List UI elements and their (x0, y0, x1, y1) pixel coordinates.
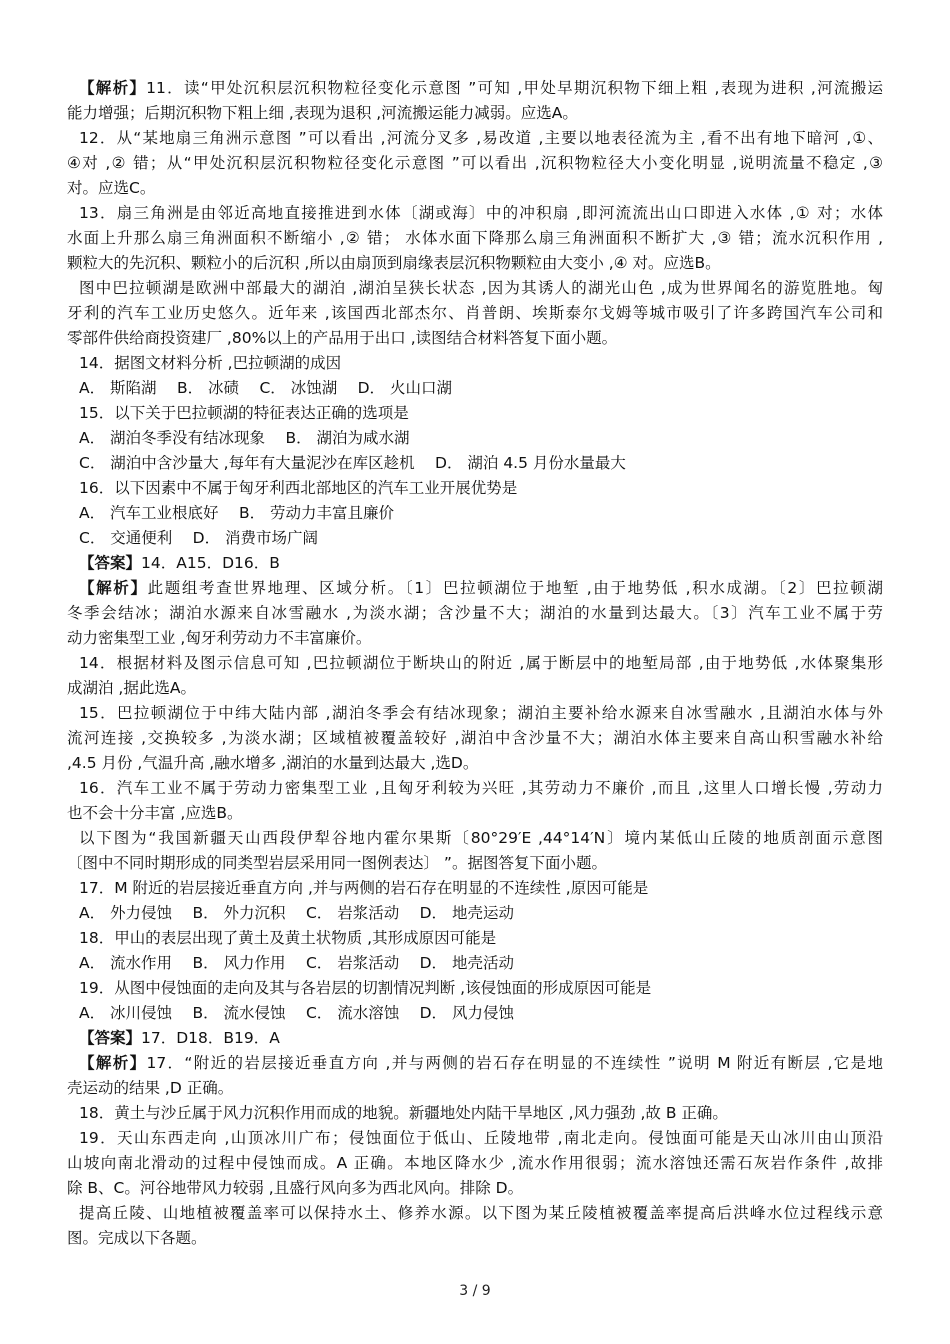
line-text: 动力密集型工业 ,匈牙利劳动力不丰富廉价。 (67, 629, 372, 647)
text-line (67, 1101, 883, 1126)
text-line (67, 1176, 883, 1201)
text-line (67, 476, 883, 501)
section-label: 【解析】 (79, 1054, 147, 1072)
line-text: 牙利的汽车工业历史悠久。近年来 ,该国西北部杰尔、肖普朗、埃斯泰尔戈姆等城市吸引了许多跨国汽车公司和 (67, 304, 883, 322)
line-text: 成湖泊 ,据此选A。 (67, 679, 196, 697)
text-line (67, 701, 883, 726)
line-text: 13．扇三角洲是由邻近高地直接推进到水体〔湖或海〕中的冲积扇 ,即河流流出山口即进入水体 ,① 对；水体 (79, 204, 883, 222)
text-line (67, 1126, 883, 1151)
line-text: 18．黄土与沙丘属于风力沉积作用而成的地貌。新疆地处内陆干旱地区 ,风力强劲 ,故 B 正确。 (79, 1104, 728, 1122)
line-text: 山坡向南北滑动的过程中侵蚀而成。A 正确。本地区降水少 ,流水作用很弱；流水溶蚀还需石灰岩作条件 ,故排 (67, 1154, 883, 1172)
line-text: 水面上升那么扇三角洲面积不断缩小 ,② 错； 水体水面下降那么扇三角洲面积不断扩大 ,③ 错；流水沉积作用 , (67, 229, 883, 247)
line-text: 19．从图中侵蚀面的走向及其与各岩层的切割情况判断 ,该侵蚀面的形成原因可能是 (79, 979, 652, 997)
text-line (67, 1001, 883, 1026)
section-label: 【解析】 (79, 79, 147, 97)
line-text: A． 冰川侵蚀 B． 流水侵蚀 C． 流水溶蚀 D． 风力侵蚀 (79, 1004, 514, 1022)
text-line (67, 1151, 883, 1176)
line-text: 14．根据材料及图示信息可知 ,巴拉顿湖位于断块山的附近 ,属于断层中的地堑局部 ,由于地势低 ,水体聚集形 (79, 654, 883, 672)
line-text: 17．“附近的岩层接近垂直方向 ,并与两侧的岩石存在明显的不连续性 ”说明 M 附近有断层 ,它是地 (146, 1054, 883, 1072)
line-text: 对。应选C。 (67, 179, 156, 197)
line-text: 此题组考查世界地理、区域分析。〔1〕巴拉顿湖位于地堑 ,由于地势低 ,积水成湖。〔2〕巴拉顿湖 (147, 579, 883, 597)
text-line (67, 676, 883, 701)
line-text: 图中巴拉顿湖是欧洲中部最大的湖泊 ,湖泊呈狭长状态 ,因为其诱人的湖光山色 ,成为世界闻名的游览胜地。匈 (79, 279, 883, 297)
line-text: 除 B、C。河谷地带风力较弱 ,且盛行风向多为西北风向。排除 D。 (67, 1179, 524, 1197)
line-text: 以下图为“我国新疆天山西段伊犁谷地内霍尔果斯〔80°29′E ,44°14′N〕境内某低山丘陵的地质剖面示意图 (79, 829, 883, 847)
line-text: 提高丘陵、山地植被覆盖率可以保持水土、修养水源。以下图为某丘陵植被覆盖率提高后洪峰水位过程线示意 (79, 1204, 883, 1222)
text-line (67, 426, 883, 451)
text-line (67, 1051, 883, 1076)
text-line (67, 76, 883, 101)
text-line (67, 251, 883, 276)
section-label: 【答案】 (79, 554, 142, 572)
line-text: ④对 ,② 错；从“甲处沉积层沉积物粒径变化示意图 ”可以看出 ,沉积物粒径大小变化明显 ,说明流量不稳定 ,③ (67, 154, 883, 172)
text-line (67, 751, 883, 776)
line-text: 15．以下关于巴拉顿湖的特征表达正确的选项是 (79, 404, 409, 422)
text-line (67, 301, 883, 326)
text-line (67, 651, 883, 676)
text-line (67, 626, 883, 651)
line-text: 19．天山东西走向 ,山顶冰川广布；侵蚀面位于低山、丘陵地带 ,南北走向。侵蚀面可能是天山冰川由山顶沿 (79, 1129, 883, 1147)
text-line (67, 526, 883, 551)
line-text: 12．从“某地扇三角洲示意图 ”可以看出 ,河流分叉多 ,易改道 ,主要以地表径流为主 ,看不出有地下暗河 ,①、 (79, 129, 883, 147)
line-text: 图。完成以下各题。 (67, 1229, 207, 1247)
text-line (67, 276, 883, 301)
text-line (67, 126, 883, 151)
text-line (67, 226, 883, 251)
text-line (67, 801, 883, 826)
text-line (67, 926, 883, 951)
line-text: 14．A15．D16．B (141, 554, 280, 572)
text-line (67, 1076, 883, 1101)
line-text: 冬季会结冰；湖泊水源来自冰雪融水 ,为淡水湖；含沙量不大；湖泊的水量到达最大。〔3〕汽车工业不属于劳 (67, 604, 883, 622)
document-body (67, 76, 883, 1251)
text-line (67, 551, 883, 576)
line-text: 17．D18．B19．A (141, 1029, 280, 1047)
text-line (67, 1226, 883, 1251)
text-line (67, 576, 883, 601)
text-line (67, 826, 883, 851)
text-line (67, 101, 883, 126)
text-line (67, 501, 883, 526)
line-text: 流河连接 ,交换较多 ,为淡水湖；区域植被覆盖较好 ,湖泊中含沙量不大；湖泊水体主要来自高山积雪融水补给 (67, 729, 883, 747)
line-text: 14．据图文材料分析 ,巴拉顿湖的成因 (79, 354, 342, 372)
line-text: 11．读“甲处沉积层沉积物粒径变化示意图 ”可知 ,甲处早期沉积物下细上粗 ,表现为进积 ,河流搬运 (146, 79, 883, 97)
text-line (67, 1026, 883, 1051)
text-line (67, 776, 883, 801)
text-line (67, 326, 883, 351)
text-line (67, 901, 883, 926)
line-text: A． 外力侵蚀 B． 外力沉积 C． 岩浆活动 D． 地壳运动 (79, 904, 514, 922)
page-number: 3 / 9 (459, 1283, 491, 1299)
text-line (67, 601, 883, 626)
line-text: C． 湖泊中含沙量大 ,每年有大量泥沙在库区趁机 D． 湖泊 4.5 月份水量最大 (79, 454, 626, 472)
text-line (67, 851, 883, 876)
text-line (67, 976, 883, 1001)
line-text: 零部件供给商投资建厂 ,80%以上的产品用于出口 ,读图结合材料答复下面小题。 (67, 329, 618, 347)
text-line (67, 401, 883, 426)
line-text: 也不会十分丰富 ,应选B。 (67, 804, 243, 822)
text-line (67, 351, 883, 376)
text-line (67, 876, 883, 901)
text-line (67, 176, 883, 201)
section-label: 【解析】 (79, 579, 148, 597)
text-line (67, 726, 883, 751)
text-line (67, 201, 883, 226)
line-text: 〔图中不同时期形成的同类型岩层采用同一图例表达〕 ”。据图答复下面小题。 (67, 854, 607, 872)
line-text: 颗粒大的先沉积、颗粒小的后沉积 ,所以由扇顶到扇缘表层沉积物颗粒由大变小 ,④ 对。应选B。 (67, 254, 721, 272)
line-text: A． 斯陷湖 B． 冰碛 C． 冰蚀湖 D． 火山口湖 (79, 379, 452, 397)
text-line (67, 451, 883, 476)
section-label: 【答案】 (79, 1029, 142, 1047)
line-text: A． 流水作用 B． 风力作用 C． 岩浆活动 D． 地壳活动 (79, 954, 514, 972)
line-text: 18．甲山的表层出现了黄土及黄土状物质 ,其形成原因可能是 (79, 929, 497, 947)
line-text: ,4.5 月份 ,气温升高 ,融水增多 ,湖泊的水量到达最大 ,选D。 (67, 754, 479, 772)
text-line (67, 376, 883, 401)
text-line (67, 1201, 883, 1226)
line-text: 壳运动的结果 ,D 正确。 (67, 1079, 234, 1097)
line-text: A． 汽车工业根底好 B． 劳动力丰富且廉价 (79, 504, 395, 522)
line-text: 16．以下因素中不属于匈牙利西北部地区的汽车工业开展优势是 (79, 479, 518, 497)
line-text: A． 湖泊冬季没有结冰现象 B． 湖泊为咸水湖 (79, 429, 410, 447)
line-text: 15．巴拉顿湖位于中纬大陆内部 ,湖泊冬季会有结冰现象；湖泊主要补给水源来自冰雪融水 ,且湖泊水体与外 (79, 704, 883, 722)
text-line (67, 151, 883, 176)
line-text: 17．M 附近的岩层接近垂直方向 ,并与两侧的岩石存在明显的不连续性 ,原因可能是 (79, 879, 649, 897)
line-text: C． 交通便利 D． 消费市场广阔 (79, 529, 319, 547)
line-text: 16．汽车工业不属于劳动力密集型工业 ,且匈牙利较为兴旺 ,其劳动力不廉价 ,而且 ,这里人口增长慢 ,劳动力 (79, 779, 883, 797)
line-text: 能力增强；后期沉积物下粗上细 ,表现为退积 ,河流搬运能力减弱。应选A。 (67, 104, 578, 122)
text-line (67, 951, 883, 976)
